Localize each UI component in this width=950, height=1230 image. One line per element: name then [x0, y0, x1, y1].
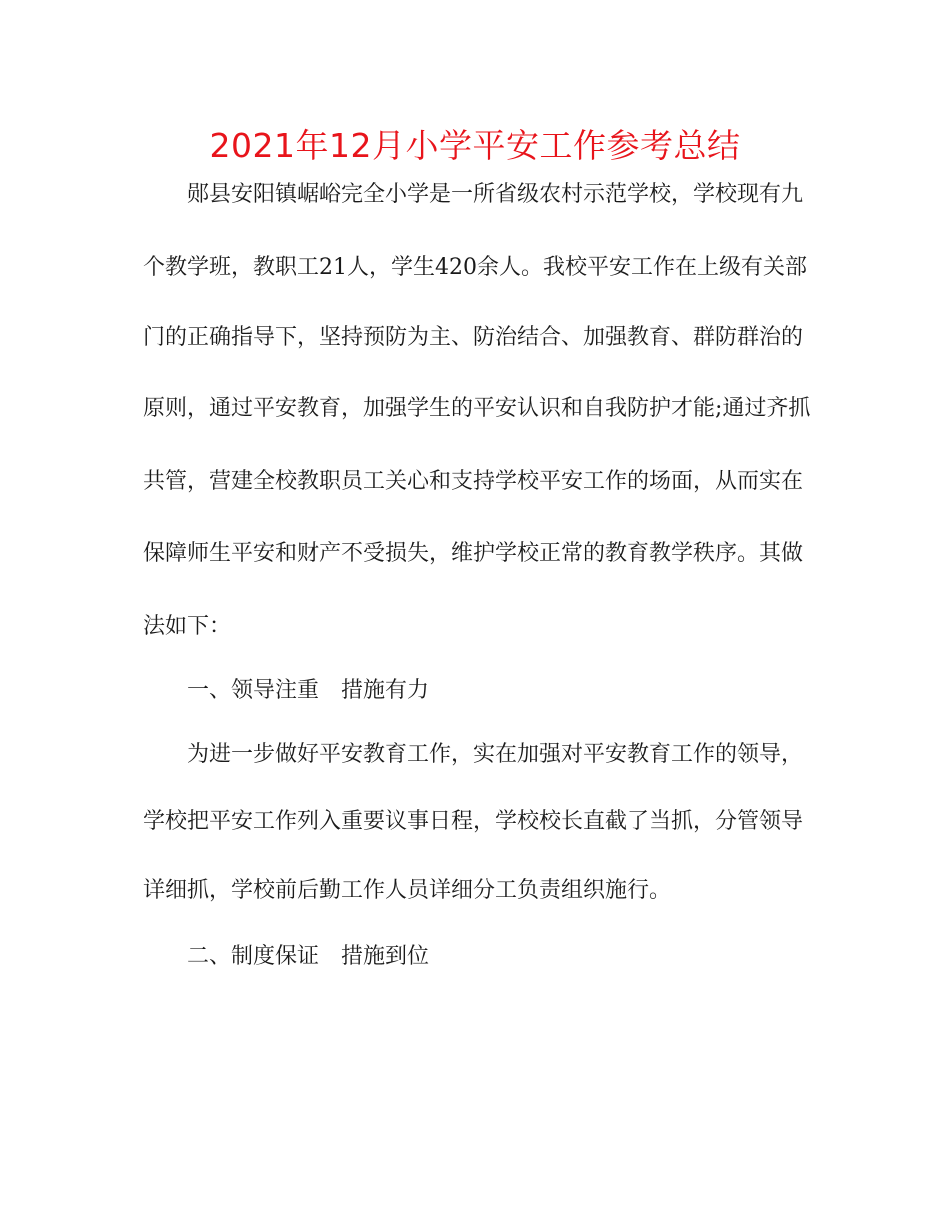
- paragraph-1-line-7: 法如下：: [143, 614, 232, 639]
- paragraph-1-line-6: 保障师生平安和财产不受损失，维护学校正常的教育教学秩序。其做: [143, 541, 804, 566]
- paragraph-1-line-2: 个教学班，教职工21人，学生420余人。我校平安工作在上级有关部: [143, 255, 807, 280]
- paragraph-2-line-1: 为进一步做好平安教育工作，实在加强对平安教育工作的领导，: [187, 742, 804, 767]
- section-heading-2: 二、制度保证 措施到位: [187, 944, 430, 969]
- paragraph-1-line-3: 门的正确指导下，坚持预防为主、防治结合、加强教育、群防群治的: [143, 325, 804, 350]
- paragraph-1-line-1: 郧县安阳镇崌峪完全小学是一所省级农村示范学校，学校现有九: [187, 182, 804, 207]
- section-heading-1: 一、领导注重 措施有力: [187, 678, 430, 703]
- document-title: 2021年12月小学平安工作参考总结: [209, 126, 741, 165]
- paragraph-1-line-5: 共管，营建全校教职员工关心和支持学校平安工作的场面，从而实在: [143, 469, 804, 494]
- paragraph-2-line-2: 学校把平安工作列入重要议事日程，学校校长直截了当抓，分管领导: [143, 809, 804, 834]
- paragraph-1-line-4: 原则，通过平安教育，加强学生的平安认识和自我防护才能;通过齐抓: [143, 396, 811, 421]
- paragraph-2-line-3: 详细抓，学校前后勤工作人员详细分工负责组织施行。: [143, 878, 672, 903]
